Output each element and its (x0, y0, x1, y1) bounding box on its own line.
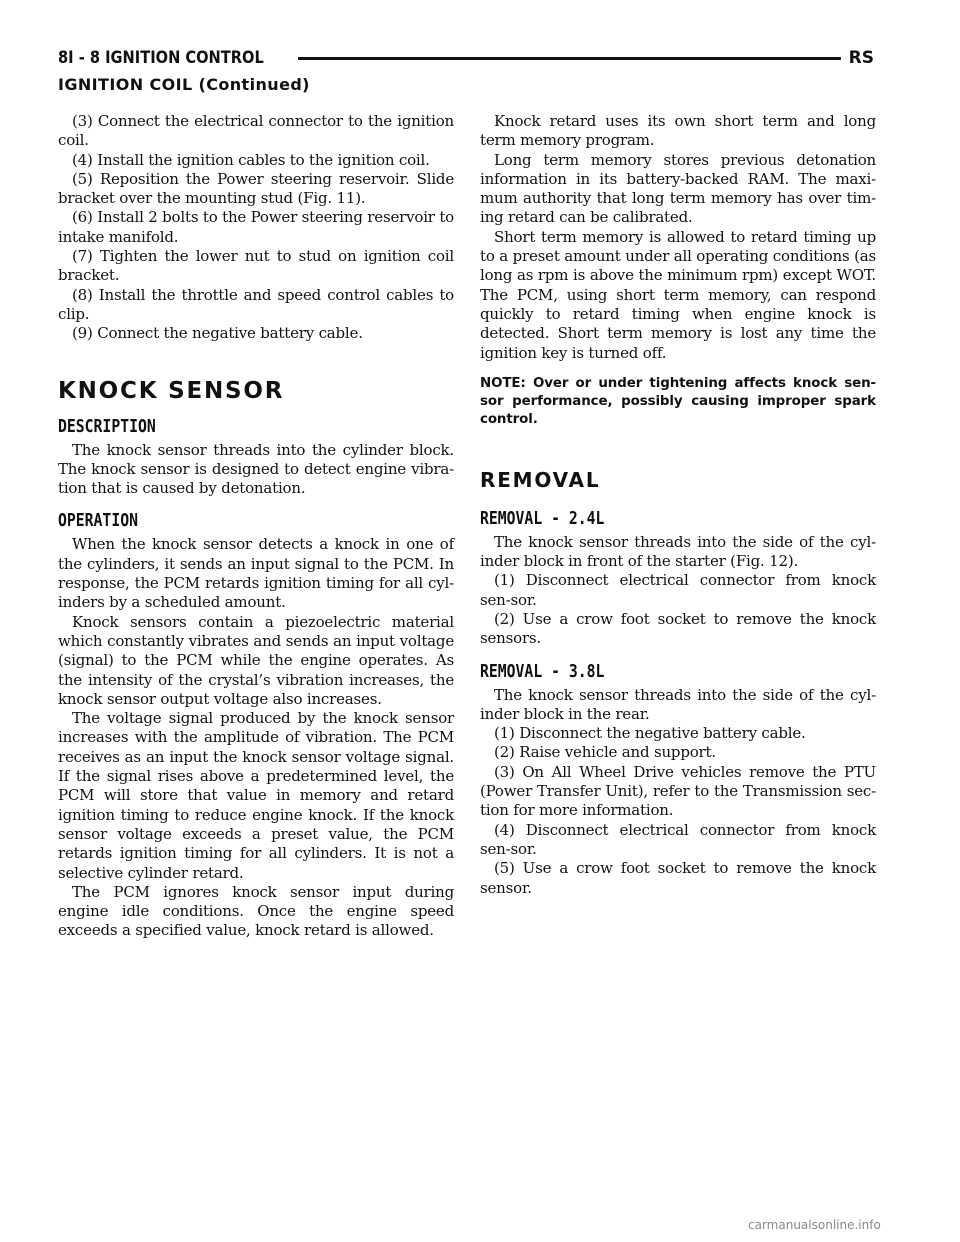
header-rule (298, 57, 841, 60)
section-title-knock-sensor: KNOCK SENSOR (58, 377, 285, 404)
page-header (58, 44, 874, 72)
operation-paragraph: When the knock sensor detects a knock in one of the cylinders, it sends an input signal to the PCM. In response, the PCM retards ignition timing for all cyl-inders by a scheduled amount. (58, 535, 454, 612)
removal-2-4l-heading: REMOVAL - 2.4L (480, 507, 605, 529)
step: (5) Reposition the Power steering reservoir. Slide bracket over the mounting stud (Fig. 11). (58, 169, 454, 208)
knock-retard-paragraph: Knock retard uses its own short term and long term memory program. (480, 112, 876, 150)
torque-note: NOTE: Over or under tightening affects knock sen-sor performance, possibly causing improper spark control. (480, 375, 876, 428)
step: (9) Connect the negative battery cable. (72, 324, 363, 343)
description-text: The knock sensor threads into the cylinder block. The knock sensor is designed to detect engine vibra-tion that is caused by detonation. (58, 440, 454, 498)
step: (4) Disconnect electrical connector from knock sen-sor. (480, 820, 876, 858)
step: (5) Use a crow foot socket to remove the knock sensor. (480, 859, 876, 897)
step: (2) Use a crow foot socket to remove the knock sensors. (480, 609, 876, 648)
step: (7) Tighten the lower nut to stud on ignition coil bracket. (58, 247, 454, 285)
operation-paragraph: Knock sensors contain a piezoelectric material which constantly vibrates and sends an input voltage (signal) to the PCM while the engine operates. As the intensity of the crystal’s vibration increases, the knock sensor output voltage also increases. (58, 612, 454, 708)
watermark-link[interactable]: carmanualsonline.info (748, 1218, 881, 1232)
removal-3-8l-heading: REMOVAL - 3.8L (480, 660, 605, 682)
header-model-code: RS (848, 48, 874, 68)
step: (3) Connect the electrical connector to the ignition coil. (58, 112, 454, 150)
removal-3-8l-intro: The knock sensor threads into the side of the cyl-inder block in the rear. (480, 685, 876, 723)
description-heading: DESCRIPTION (58, 415, 156, 437)
step: (3) On All Wheel Drive vehicles remove the PTU (Power Transfer Unit), refer to the Transmission sec-tion for more information. (480, 762, 876, 820)
operation-paragraph: The PCM ignores knock sensor input during engine idle conditions. Once the engine speed exceeds a specified value, knock retard is allowed. (58, 882, 454, 940)
step: (8) Install the throttle and speed control cables to clip. (58, 285, 454, 323)
step: (1) Disconnect the negative battery cable. (494, 724, 806, 743)
continued-heading: IGNITION COIL (Continued) (58, 75, 310, 94)
step: (1) Disconnect electrical connector from knock sen-sor. (480, 571, 876, 609)
operation-paragraph: The voltage signal produced by the knock sensor increases with the amplitude of vibration. The PCM receives as an input the knock sensor voltage signal. If the signal rises above a predetermined level, the PCM will store that value in memory and retard ignition timing to reduce engine knock. If the knock sensor voltage exceeds a preset value, the PCM retards ignition timing for all cylinders. It is not a selective cylinder retard. (58, 709, 454, 882)
removal-2-4l-intro: The knock sensor threads into the side of the cyl-inder block in front of the starter (Fig. 12). (480, 532, 876, 571)
step: (2) Raise vehicle and support. (494, 743, 716, 762)
left-column (58, 112, 454, 941)
right-column (480, 112, 876, 898)
knock-retard-paragraph: Short term memory is allowed to retard timing up to a preset amount under all operating conditions (as long as rpm is above the minimum rpm) except WOT. The PCM, using short term memory, can respond quickly to retard timing when engine knock is detected. Short term memory is lost any time the ignition key is turned off. (480, 227, 876, 362)
step: (4) Install the ignition cables to the ignition coil. (72, 150, 430, 169)
step: (6) Install 2 bolts to the Power steering reservoir to intake manifold. (58, 208, 454, 246)
operation-heading: OPERATION (58, 510, 138, 532)
header-section-label: 8I - 8 IGNITION CONTROL (58, 48, 264, 68)
removal-title: REMOVAL (480, 467, 601, 492)
knock-retard-paragraph: Long term memory stores previous detonation information in its battery-backed RAM. The maxi-mum authority that long term memory has over tim-ing retard can be calibrated. (480, 150, 876, 227)
